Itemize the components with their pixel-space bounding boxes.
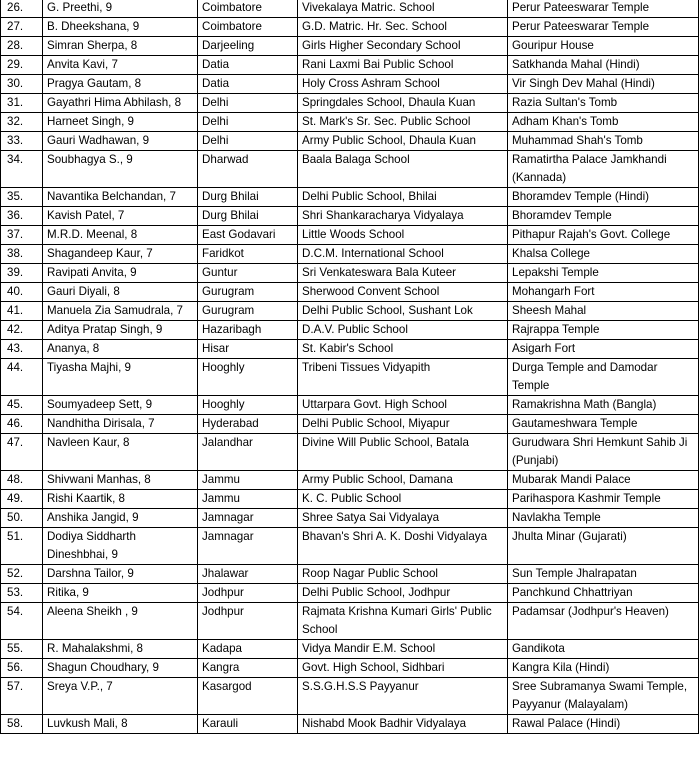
city-cell: Hooghly (198, 359, 298, 396)
table-row (1, 321, 699, 340)
table-row (1, 359, 699, 396)
serial-number-cell: 41. (1, 302, 43, 321)
student-name-cell: Shivwani Manhas, 8 (43, 471, 198, 490)
serial-number-cell: 40. (1, 283, 43, 302)
student-name-cell: Pragya Gautam, 8 (43, 75, 198, 94)
school-cell: St. Kabir's School (298, 340, 508, 359)
table-row (1, 509, 699, 528)
school-cell: Delhi Public School, Miyapur (298, 415, 508, 434)
city-cell: Coimbatore (198, 18, 298, 37)
student-name-cell: Kavish Patel, 7 (43, 207, 198, 226)
student-name-cell: Anshika Jangid, 9 (43, 509, 198, 528)
table-row (1, 207, 699, 226)
heritage-site-cell: Mohangarh Fort (508, 283, 699, 302)
serial-number-cell: 30. (1, 75, 43, 94)
school-cell: Uttarpara Govt. High School (298, 396, 508, 415)
table-row (1, 132, 699, 151)
student-name-cell: R. Mahalakshmi, 8 (43, 640, 198, 659)
school-cell: Divine Will Public School, Batala (298, 434, 508, 471)
city-cell: Jodhpur (198, 603, 298, 640)
table-row (1, 640, 699, 659)
school-cell: Baala Balaga School (298, 151, 508, 188)
heritage-site-cell: Khalsa College (508, 245, 699, 264)
school-cell: Army Public School, Dhaula Kuan (298, 132, 508, 151)
table-row (1, 94, 699, 113)
serial-number-cell: 27. (1, 18, 43, 37)
city-cell: Datia (198, 56, 298, 75)
heritage-site-cell: Perur Pateeswarar Temple (508, 18, 699, 37)
table-row (1, 264, 699, 283)
city-cell: Delhi (198, 132, 298, 151)
table-row (1, 283, 699, 302)
serial-number-cell: 32. (1, 113, 43, 132)
school-cell: Little Woods School (298, 226, 508, 245)
table-row (1, 678, 699, 715)
city-cell: Hyderabad (198, 415, 298, 434)
heritage-site-cell: Mubarak Mandi Palace (508, 471, 699, 490)
table-row (1, 37, 699, 56)
city-cell: Coimbatore (198, 0, 298, 18)
heritage-site-cell: Rawal Palace (Hindi) (508, 715, 699, 734)
heritage-site-cell: Kangra Kila (Hindi) (508, 659, 699, 678)
heritage-site-cell: Ramatirtha Palace Jamkhandi (Kannada) (508, 151, 699, 188)
school-cell: Bhavan's Shri A. K. Doshi Vidyalaya (298, 528, 508, 565)
heritage-site-cell: Satkhanda Mahal (Hindi) (508, 56, 699, 75)
table-row (1, 528, 699, 565)
student-name-cell: Simran Sherpa, 8 (43, 37, 198, 56)
table-row (1, 18, 699, 37)
heritage-site-cell: Sun Temple Jhalrapatan (508, 565, 699, 584)
heritage-site-cell: Lepakshi Temple (508, 264, 699, 283)
city-cell: Durg Bhilai (198, 188, 298, 207)
student-name-cell: M.R.D. Meenal, 8 (43, 226, 198, 245)
student-name-cell: Gauri Wadhawan, 9 (43, 132, 198, 151)
student-name-cell: Tiyasha Majhi, 9 (43, 359, 198, 396)
city-cell: Jammu (198, 471, 298, 490)
table-row (1, 245, 699, 264)
student-name-cell: Gayathri Hima Abhilash, 8 (43, 94, 198, 113)
table-row (1, 603, 699, 640)
school-cell: G.D. Matric. Hr. Sec. School (298, 18, 508, 37)
school-cell: Shree Satya Sai Vidyalaya (298, 509, 508, 528)
heritage-site-cell: Navlakha Temple (508, 509, 699, 528)
table-row (1, 715, 699, 734)
serial-number-cell: 48. (1, 471, 43, 490)
heritage-site-cell: Gurudwara Shri Hemkunt Sahib Ji (Punjabi) (508, 434, 699, 471)
city-cell: Kangra (198, 659, 298, 678)
student-name-cell: Navleen Kaur, 8 (43, 434, 198, 471)
city-cell: Faridkot (198, 245, 298, 264)
table-row (1, 75, 699, 94)
school-cell: Shri Shankaracharya Vidyalaya (298, 207, 508, 226)
city-cell: Jodhpur (198, 584, 298, 603)
school-cell: S.S.G.H.S.S Payyanur (298, 678, 508, 715)
city-cell: Darjeeling (198, 37, 298, 56)
participants-table-body (1, 0, 699, 734)
student-name-cell: Gauri Diyali, 8 (43, 283, 198, 302)
city-cell: East Godavari (198, 226, 298, 245)
city-cell: Dharwad (198, 151, 298, 188)
student-name-cell: Soubhagya S., 9 (43, 151, 198, 188)
serial-number-cell: 58. (1, 715, 43, 734)
school-cell: D.C.M. International School (298, 245, 508, 264)
heritage-site-cell: Razia Sultan's Tomb (508, 94, 699, 113)
school-cell: Army Public School, Damana (298, 471, 508, 490)
serial-number-cell: 26. (1, 0, 43, 18)
table-row (1, 113, 699, 132)
student-name-cell: Navantika Belchandan, 7 (43, 188, 198, 207)
school-cell: Vidya Mandir E.M. School (298, 640, 508, 659)
serial-number-cell: 39. (1, 264, 43, 283)
serial-number-cell: 53. (1, 584, 43, 603)
serial-number-cell: 50. (1, 509, 43, 528)
school-cell: Sherwood Convent School (298, 283, 508, 302)
serial-number-cell: 44. (1, 359, 43, 396)
student-name-cell: Dodiya Siddharth Dineshbhai, 9 (43, 528, 198, 565)
city-cell: Durg Bhilai (198, 207, 298, 226)
city-cell: Jamnagar (198, 509, 298, 528)
city-cell: Kadapa (198, 640, 298, 659)
table-row (1, 0, 699, 18)
table-row (1, 434, 699, 471)
school-cell: Holy Cross Ashram School (298, 75, 508, 94)
school-cell: Govt. High School, Sidhbari (298, 659, 508, 678)
school-cell: Springdales School, Dhaula Kuan (298, 94, 508, 113)
serial-number-cell: 54. (1, 603, 43, 640)
school-cell: Roop Nagar Public School (298, 565, 508, 584)
heritage-site-cell: Bhoramdev Temple (Hindi) (508, 188, 699, 207)
city-cell: Karauli (198, 715, 298, 734)
school-cell: Girls Higher Secondary School (298, 37, 508, 56)
student-name-cell: Manuela Zia Samudrala, 7 (43, 302, 198, 321)
city-cell: Delhi (198, 113, 298, 132)
student-name-cell: Ananya, 8 (43, 340, 198, 359)
student-name-cell: Luvkush Mali, 8 (43, 715, 198, 734)
serial-number-cell: 45. (1, 396, 43, 415)
serial-number-cell: 52. (1, 565, 43, 584)
city-cell: Jammu (198, 490, 298, 509)
serial-number-cell: 31. (1, 94, 43, 113)
heritage-site-cell: Pithapur Rajah's Govt. College (508, 226, 699, 245)
serial-number-cell: 36. (1, 207, 43, 226)
serial-number-cell: 49. (1, 490, 43, 509)
heritage-site-cell: Gautameshwara Temple (508, 415, 699, 434)
heritage-site-cell: Rajrappa Temple (508, 321, 699, 340)
heritage-site-cell: Durga Temple and Damodar Temple (508, 359, 699, 396)
heritage-site-cell: Muhammad Shah's Tomb (508, 132, 699, 151)
heritage-site-cell: Sree Subramanya Swami Temple, Payyanur (Malayalam) (508, 678, 699, 715)
serial-number-cell: 34. (1, 151, 43, 188)
table-row (1, 151, 699, 188)
heritage-site-cell: Parihaspora Kashmir Temple (508, 490, 699, 509)
table-row (1, 56, 699, 75)
city-cell: Delhi (198, 94, 298, 113)
serial-number-cell: 47. (1, 434, 43, 471)
student-name-cell: Anvita Kavi, 7 (43, 56, 198, 75)
student-name-cell: Harneet Singh, 9 (43, 113, 198, 132)
heritage-site-cell: Padamsar (Jodhpur's Heaven) (508, 603, 699, 640)
city-cell: Hooghly (198, 396, 298, 415)
school-cell: Delhi Public School, Sushant Lok (298, 302, 508, 321)
school-cell: Rani Laxmi Bai Public School (298, 56, 508, 75)
city-cell: Jamnagar (198, 528, 298, 565)
school-cell: Nishabd Mook Badhir Vidyalaya (298, 715, 508, 734)
heritage-site-cell: Gandikota (508, 640, 699, 659)
school-cell: Sri Venkateswara Bala Kuteer (298, 264, 508, 283)
table-row (1, 396, 699, 415)
student-name-cell: Soumyadeep Sett, 9 (43, 396, 198, 415)
student-name-cell: G. Preethi, 9 (43, 0, 198, 18)
serial-number-cell: 51. (1, 528, 43, 565)
table-row (1, 584, 699, 603)
heritage-site-cell: Bhoramdev Temple (508, 207, 699, 226)
heritage-site-cell: Panchkund Chhattriyan (508, 584, 699, 603)
table-row (1, 415, 699, 434)
student-name-cell: B. Dheekshana, 9 (43, 18, 198, 37)
heritage-site-cell: Sheesh Mahal (508, 302, 699, 321)
serial-number-cell: 28. (1, 37, 43, 56)
school-cell: K. C. Public School (298, 490, 508, 509)
school-cell: Rajmata Krishna Kumari Girls' Public School (298, 603, 508, 640)
school-cell: D.A.V. Public School (298, 321, 508, 340)
table-row (1, 659, 699, 678)
student-name-cell: Shagun Choudhary, 9 (43, 659, 198, 678)
table-row (1, 471, 699, 490)
city-cell: Hisar (198, 340, 298, 359)
student-name-cell: Ritika, 9 (43, 584, 198, 603)
serial-number-cell: 57. (1, 678, 43, 715)
student-name-cell: Nandhitha Dirisala, 7 (43, 415, 198, 434)
school-cell: Delhi Public School, Jodhpur (298, 584, 508, 603)
student-name-cell: Aditya Pratap Singh, 9 (43, 321, 198, 340)
serial-number-cell: 56. (1, 659, 43, 678)
city-cell: Hazaribagh (198, 321, 298, 340)
heritage-site-cell: Gouripur House (508, 37, 699, 56)
heritage-site-cell: Perur Pateeswarar Temple (508, 0, 699, 18)
city-cell: Datia (198, 75, 298, 94)
table-row (1, 490, 699, 509)
heritage-site-cell: Adham Khan's Tomb (508, 113, 699, 132)
serial-number-cell: 55. (1, 640, 43, 659)
serial-number-cell: 35. (1, 188, 43, 207)
serial-number-cell: 38. (1, 245, 43, 264)
city-cell: Gurugram (198, 283, 298, 302)
table-row (1, 188, 699, 207)
serial-number-cell: 42. (1, 321, 43, 340)
heritage-site-cell: Vir Singh Dev Mahal (Hindi) (508, 75, 699, 94)
student-name-cell: Rishi Kaartik, 8 (43, 490, 198, 509)
school-cell: Delhi Public School, Bhilai (298, 188, 508, 207)
student-name-cell: Sreya V.P., 7 (43, 678, 198, 715)
school-cell: St. Mark's Sr. Sec. Public School (298, 113, 508, 132)
serial-number-cell: 29. (1, 56, 43, 75)
serial-number-cell: 33. (1, 132, 43, 151)
school-cell: Tribeni Tissues Vidyapith (298, 359, 508, 396)
school-cell: Vivekalaya Matric. School (298, 0, 508, 18)
table-row (1, 565, 699, 584)
serial-number-cell: 37. (1, 226, 43, 245)
heritage-site-cell: Asigarh Fort (508, 340, 699, 359)
serial-number-cell: 46. (1, 415, 43, 434)
student-name-cell: Aleena Sheikh , 9 (43, 603, 198, 640)
city-cell: Gurugram (198, 302, 298, 321)
table-row (1, 302, 699, 321)
student-name-cell: Shagandeep Kaur, 7 (43, 245, 198, 264)
student-name-cell: Darshna Tailor, 9 (43, 565, 198, 584)
serial-number-cell: 43. (1, 340, 43, 359)
city-cell: Kasargod (198, 678, 298, 715)
student-name-cell: Ravipati Anvita, 9 (43, 264, 198, 283)
table-row (1, 226, 699, 245)
city-cell: Jalandhar (198, 434, 298, 471)
table-row (1, 340, 699, 359)
city-cell: Jhalawar (198, 565, 298, 584)
city-cell: Guntur (198, 264, 298, 283)
heritage-site-cell: Ramakrishna Math (Bangla) (508, 396, 699, 415)
heritage-site-cell: Jhulta Minar (Gujarati) (508, 528, 699, 565)
